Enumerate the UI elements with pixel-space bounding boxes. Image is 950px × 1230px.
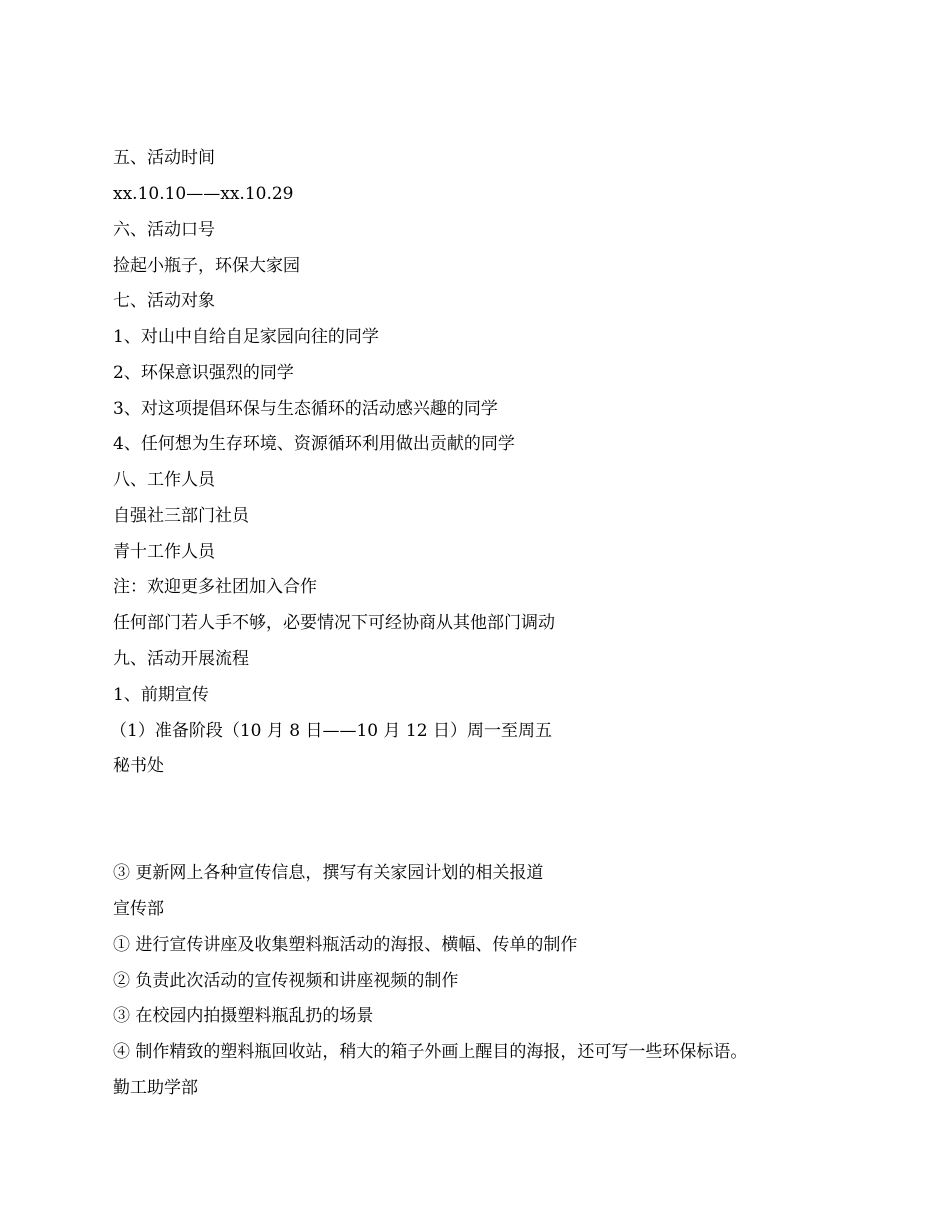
heading-activity-slogan: 六、活动口号 xyxy=(113,220,215,240)
heading-staff: 八、工作人员 xyxy=(113,470,215,490)
staff-note-detail: 任何部门若人手不够，必要情况下可经协商从其他部门调动 xyxy=(113,613,555,633)
heading-activity-time: 五、活动时间 xyxy=(113,148,215,168)
target-item-4: 4、任何想为生存环境、资源循环利用做出贡献的同学 xyxy=(113,434,515,454)
publicity-task-3: ③ 在校园内拍摄塑料瓶乱扔的场景 xyxy=(113,1006,374,1026)
heading-activity-target: 七、活动对象 xyxy=(113,291,215,311)
dept-publicity: 宣传部 xyxy=(113,899,164,919)
process-stage-prepare: （1）准备阶段（10 月 8 日——10 月 12 日）周一至周五 xyxy=(110,721,552,741)
staff-note: 注：欢迎更多社团加入合作 xyxy=(113,577,317,597)
target-item-1: 1、对山中自给自足家园向往的同学 xyxy=(113,327,379,347)
target-item-2: 2、环保意识强烈的同学 xyxy=(113,363,294,383)
staff-item-1: 自强社三部门社员 xyxy=(113,506,249,526)
publicity-task-4: ④ 制作精致的塑料瓶回收站，稍大的箱子外画上醒目的海报，还可写一些环保标语。 xyxy=(113,1042,748,1062)
activity-slogan: 捡起小瓶子，环保大家园 xyxy=(113,256,300,276)
publicity-task-2: ② 负责此次活动的宣传视频和讲座视频的制作 xyxy=(113,971,459,991)
dept-work-study: 勤工助学部 xyxy=(113,1078,198,1098)
dept-secretariat: 秘书处 xyxy=(113,756,164,776)
secretariat-task-3: ③ 更新网上各种宣传信息，撰写有关家园计划的相关报道 xyxy=(113,863,544,883)
heading-process: 九、活动开展流程 xyxy=(113,649,249,669)
publicity-task-1: ① 进行宣传讲座及收集塑料瓶活动的海报、横幅、传单的制作 xyxy=(113,935,578,955)
staff-item-2: 青十工作人员 xyxy=(113,542,215,562)
target-item-3: 3、对这项提倡环保与生态循环的活动感兴趣的同学 xyxy=(113,399,498,419)
activity-date-range: xx.10.10——xx.10.29 xyxy=(113,184,294,204)
process-step-1: 1、前期宣传 xyxy=(113,685,209,705)
